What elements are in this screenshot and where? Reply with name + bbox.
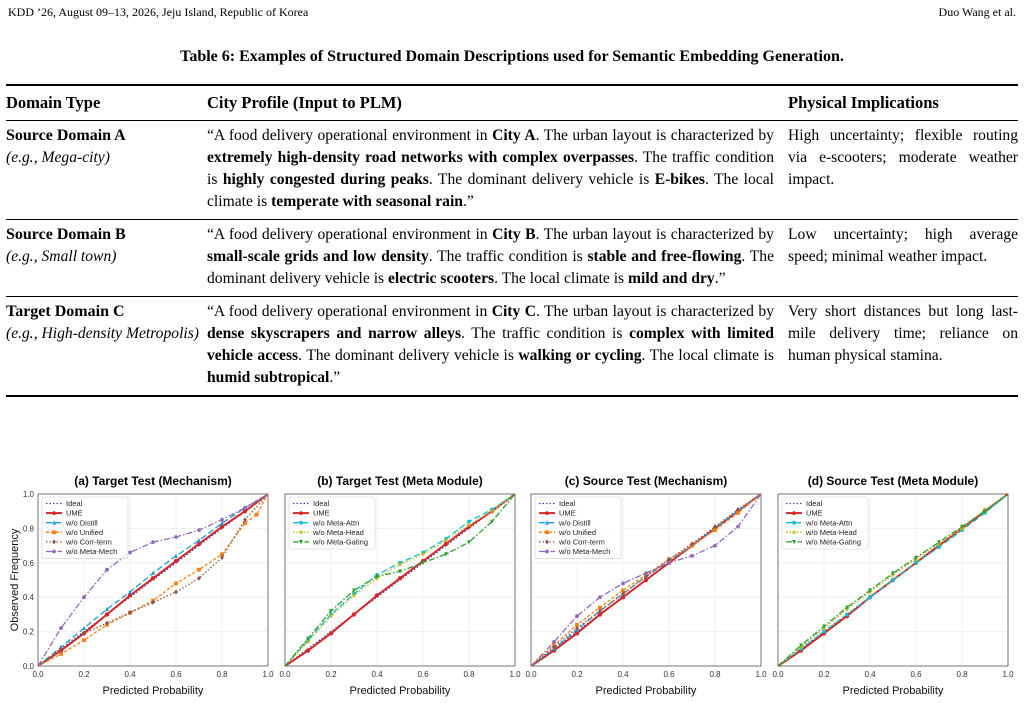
data-point [306, 648, 310, 652]
domain-table [6, 84, 1018, 397]
profile-bold-text: temperate with seasonal rain [271, 193, 463, 210]
plot-title: (a) Target Test (Mechanism) [74, 474, 232, 488]
x-tick-label: 0.8 [216, 670, 228, 679]
data-point [151, 576, 155, 580]
domain-name: Target Domain C [6, 303, 125, 320]
data-point [82, 626, 86, 630]
domain-example: (e.g., Mega-city) [6, 149, 110, 166]
profile-text: . The urban layout is characterized by [535, 226, 774, 243]
profile-bold-text: stable and free-flowing [587, 248, 742, 265]
data-point [105, 612, 109, 616]
domain-cell [6, 220, 207, 297]
data-point [736, 525, 740, 529]
legend-marker [545, 530, 549, 534]
profile-text: .” [714, 270, 726, 287]
data-point [398, 576, 402, 580]
data-point [255, 513, 259, 517]
legend-marker [52, 511, 56, 515]
legend-marker [545, 550, 549, 554]
data-point [644, 571, 648, 575]
data-point [197, 568, 201, 572]
legend-marker [792, 521, 796, 525]
legend [289, 497, 375, 549]
legend-label: w/o Unified [66, 527, 104, 537]
data-point [552, 640, 556, 644]
profile-text: “A food delivery operational environment in [207, 127, 493, 144]
legend-label: w/o Meta-Head [313, 527, 364, 537]
data-point [891, 578, 895, 582]
legend-label: Ideal [313, 499, 330, 509]
x-tick-label: 0.2 [571, 670, 583, 679]
data-point [329, 631, 333, 635]
data-point [128, 551, 132, 555]
x-tick-label: 0.0 [32, 670, 44, 679]
y-axis-label: Observed Frequency [9, 528, 21, 632]
legend-label: w/o Corr-term [559, 537, 605, 547]
data-point [82, 638, 86, 642]
x-axis-label: Predicted Probability [595, 685, 697, 697]
profile-bold-text: E-bikes [654, 171, 705, 188]
legend-label: w/o Meta-Gating [313, 537, 369, 547]
data-point [937, 545, 941, 549]
x-tick-label: 0.4 [864, 670, 876, 679]
legend-marker [299, 521, 303, 525]
legend-label: w/o Unified [559, 527, 597, 537]
profile-bold-text: complex with limited vehicle access [207, 325, 774, 364]
data-point [690, 554, 694, 558]
domain-name: Source Domain A [6, 127, 126, 144]
plot-title: (b) Target Test (Meta Module) [317, 474, 483, 488]
x-tick-label: 1.0 [262, 670, 274, 679]
legend-label: w/o Corr-term [66, 537, 112, 547]
data-point [444, 542, 448, 546]
legend-label: Ideal [66, 499, 83, 509]
plot-title: (c) Source Test (Mechanism) [564, 474, 728, 488]
domain-example: (e.g., Small town) [6, 248, 117, 265]
y-tick-label: 0.8 [22, 524, 34, 534]
table-row [6, 121, 1018, 220]
legend-label: w/o Distill [66, 518, 98, 528]
data-point [174, 582, 178, 586]
calibration-plots-svg [0, 470, 1024, 703]
data-point [845, 613, 849, 617]
legend-label: w/o Meta-Gating [806, 537, 862, 547]
data-point [243, 506, 247, 510]
legend [535, 497, 621, 559]
x-tick-label: 0.0 [525, 670, 537, 679]
profile-text: . The traffic condition is [428, 248, 588, 265]
domain-cell [6, 297, 207, 397]
y-tick-label: 0.0 [22, 662, 34, 671]
data-point [822, 630, 826, 634]
data-point [59, 626, 63, 630]
col-header-domain-type: Domain Type [6, 85, 207, 121]
data-point [713, 544, 717, 548]
legend-label: w/o Meta-Mech [559, 547, 611, 557]
data-point [197, 528, 201, 532]
profile-bold-text: dense skyscrapers and narrow alleys [207, 325, 462, 342]
plot-title: (d) Source Test (Meta Module) [807, 474, 979, 488]
col-header-city-profile: City Profile (Input to PLM) [207, 85, 788, 121]
profile-bold-text: electric scooters [388, 270, 495, 287]
profile-bold-text: small-scale grids and low density [207, 248, 429, 265]
calibration-plot [525, 474, 767, 697]
data-point [59, 652, 63, 656]
data-point [375, 593, 379, 597]
data-point [352, 612, 356, 616]
data-point [598, 595, 602, 599]
profile-text: . The local climate is [207, 171, 774, 210]
data-point [914, 561, 918, 565]
x-tick-label: 0.0 [279, 670, 291, 679]
implications-cell: Very short distances but long last-mile delivery time; reliance on human physical stamina. [788, 297, 1018, 397]
legend-label: Ideal [559, 499, 576, 509]
x-axis-label: Predicted Probability [842, 685, 944, 697]
x-tick-label: 0.8 [463, 670, 475, 679]
col-header-physical-implications: Physical Implications [788, 85, 1018, 121]
profile-text: . The local climate is [494, 270, 629, 287]
implications-cell: High uncertainty; flexible routing via e-scooters; moderate weather impact. [788, 121, 1018, 220]
profile-bold-text: City C [491, 303, 536, 320]
authors: Duo Wang et al. [938, 5, 1016, 19]
x-tick-label: 1.0 [509, 670, 521, 679]
x-tick-label: 0.0 [772, 670, 784, 679]
legend-label: UME [66, 508, 83, 518]
data-point [174, 535, 178, 539]
x-axis-label: Predicted Probability [102, 685, 204, 697]
x-tick-label: 0.8 [956, 670, 968, 679]
data-point [621, 582, 625, 586]
profile-cell [207, 297, 788, 397]
calibration-plot [9, 474, 274, 697]
calibration-plot [279, 474, 521, 697]
x-tick-label: 0.8 [709, 670, 721, 679]
legend-label: UME [313, 508, 330, 518]
profile-text: . The traffic condition is [207, 149, 775, 188]
legend-marker [52, 530, 56, 534]
domain-cell [6, 121, 207, 220]
data-point [197, 538, 201, 542]
x-tick-label: 0.4 [124, 670, 136, 679]
data-point [174, 559, 178, 563]
profile-text: . The dominant delivery vehicle is [298, 347, 519, 364]
legend-marker [792, 511, 796, 515]
profile-bold-text: walking or cycling [518, 347, 642, 364]
y-tick-label: 0.2 [22, 627, 34, 637]
x-tick-label: 0.2 [818, 670, 830, 679]
y-tick-label: 0.6 [22, 558, 34, 568]
legend-label: w/o Meta-Attn [313, 518, 360, 528]
conference-info: KDD ’26, August 09–13, 2026, Jeju Island, Republic of Korea [8, 5, 309, 19]
profile-cell [207, 220, 788, 297]
profile-bold-text: humid subtropical [207, 369, 330, 386]
profile-text: .” [329, 369, 341, 386]
x-tick-label: 0.6 [663, 670, 675, 679]
y-tick-label: 0.4 [22, 593, 34, 603]
implications-cell: Low uncertainty; high average speed; minimal weather impact. [788, 220, 1018, 297]
running-header [8, 5, 1016, 21]
x-tick-label: 0.2 [325, 670, 337, 679]
profile-bold-text: highly congested during peaks [222, 171, 429, 188]
legend-label: UME [559, 508, 576, 518]
data-point [151, 540, 155, 544]
legend-label: w/o Meta-Head [806, 527, 857, 537]
legend-label: w/o Distill [559, 518, 591, 528]
data-point [220, 518, 224, 522]
table-caption: Table 6: Examples of Structured Domain Descriptions used for Semantic Embedding Generation. [180, 48, 844, 65]
y-tick-label: 1.0 [22, 490, 34, 499]
data-point [174, 554, 178, 558]
profile-cell [207, 121, 788, 220]
domain-name: Source Domain B [6, 226, 126, 243]
x-tick-label: 0.6 [417, 670, 429, 679]
legend-label: UME [806, 508, 823, 518]
domain-example: (e.g., High-density Metropolis) [6, 325, 200, 342]
data-point [82, 595, 86, 599]
profile-text: “A food delivery operational environment in [207, 226, 493, 243]
data-point [575, 614, 579, 618]
x-tick-label: 1.0 [755, 670, 767, 679]
legend-label: Ideal [806, 499, 823, 509]
x-tick-label: 0.4 [617, 670, 629, 679]
data-point [174, 590, 178, 595]
data-point [868, 595, 872, 599]
x-axis-label: Predicted Probability [349, 685, 451, 697]
table-row [6, 297, 1018, 397]
profile-text: . The local climate is [641, 347, 774, 364]
profile-bold-text: City A [492, 127, 536, 144]
table-header-row [6, 85, 1018, 121]
legend-marker [545, 511, 549, 515]
x-tick-label: 0.6 [910, 670, 922, 679]
profile-text: “A food delivery operational environment in [207, 303, 492, 320]
profile-text: . The traffic condition is [461, 325, 630, 342]
legend-label: w/o Meta-Attn [806, 518, 853, 528]
legend [42, 497, 128, 559]
profile-bold-text: City B [492, 226, 536, 243]
legend-marker [52, 550, 56, 554]
x-tick-label: 0.4 [371, 670, 383, 679]
legend-label: w/o Meta-Mech [66, 547, 118, 557]
data-point [667, 561, 671, 565]
table-row [6, 220, 1018, 297]
profile-text: . The dominant delivery vehicle is [428, 171, 655, 188]
profile-bold-text: extremely high-density road networks with complex overpasses [207, 149, 635, 166]
legend-marker [299, 511, 303, 515]
profile-text: . The urban layout is characterized by [535, 303, 774, 320]
profile-text: . The dominant delivery vehicle is [207, 248, 774, 287]
calibration-plot [772, 474, 1014, 697]
legend [782, 497, 868, 549]
x-tick-label: 0.6 [170, 670, 182, 679]
data-point [105, 568, 109, 572]
data-point [243, 509, 247, 513]
profile-text: . The urban layout is characterized by [535, 127, 774, 144]
profile-text: .” [462, 193, 474, 210]
calibration-figure [0, 470, 1024, 703]
x-tick-label: 0.2 [78, 670, 90, 679]
x-tick-label: 1.0 [1002, 670, 1014, 679]
profile-bold-text: mild and dry [628, 270, 715, 287]
